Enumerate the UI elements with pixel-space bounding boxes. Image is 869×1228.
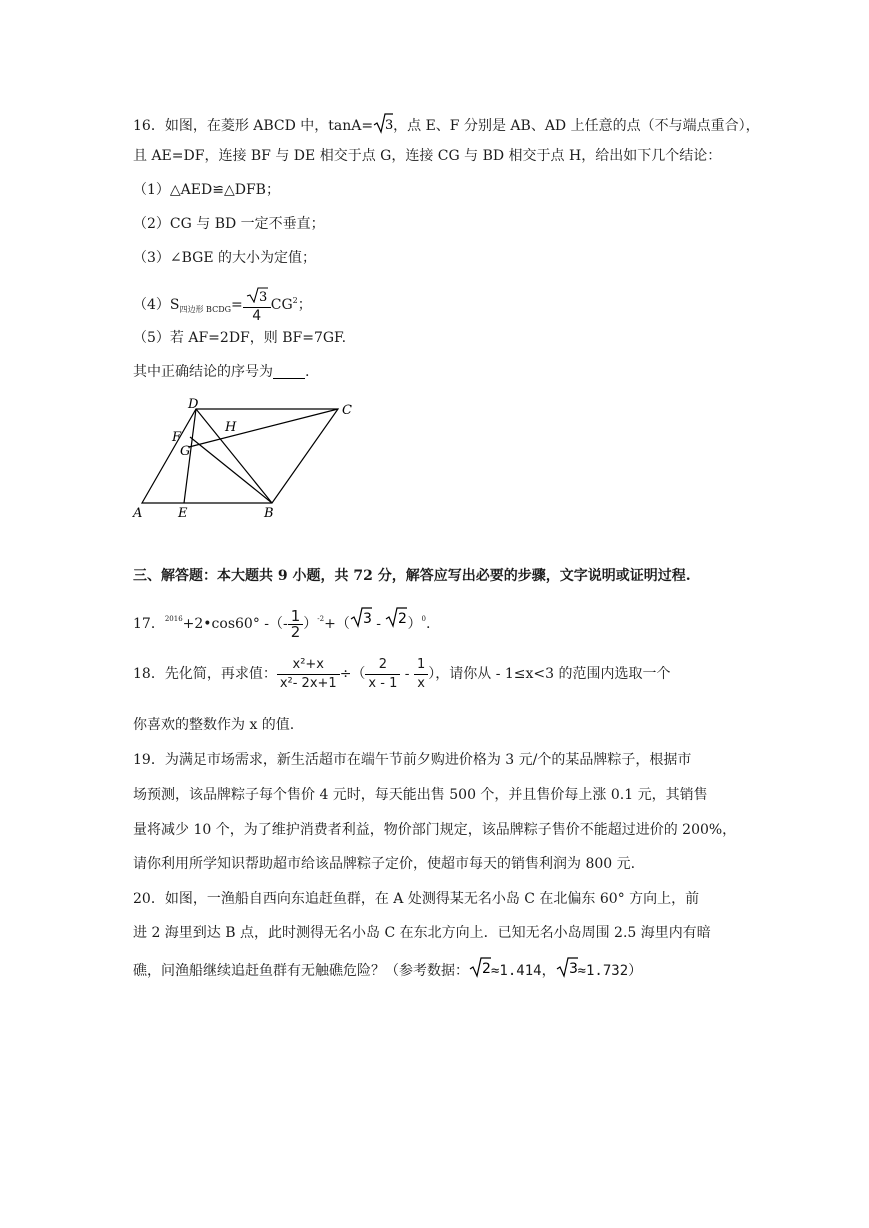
rhombus-outline (142, 409, 338, 503)
q16-line1: 16．如图，在菱形 ABCD 中，tanA= 3 ，点 E、F 分别是 AB、AD 上任意的点（不与端点重合）， (133, 112, 760, 140)
section-3-title: 三、解答题：本大题共 9 小题，共 72 分，解答应写出必要的步骤，文字说明或证明过程. (133, 568, 691, 584)
q16-conclusion-2: （2）CG 与 BD 一定不垂直； (133, 216, 325, 232)
svg-text:3: 3 (258, 289, 268, 303)
label-e: E (178, 506, 188, 521)
label-a: A (133, 506, 143, 521)
q20-line2: 进 2 海里到达 B 点，此时测得无名小岛 C 在东北方向上．已知无名小岛周围 2.5 海里内有暗 (133, 925, 711, 941)
q16-conclusion-4: $(4)S_{四边形 BCDG}=$ $\frac{3}{4}$ $CG^2$； (133, 282, 312, 329)
q16-question: 其中正确结论的序号为 . (133, 364, 310, 380)
fraction-1-over-2: $\frac{1}{2}$ (288, 609, 304, 640)
svg-text:3: 3 (362, 611, 372, 627)
sqrt-3 (350, 605, 372, 643)
q18-line2: 你喜欢的整数作为 x 的值. (133, 717, 295, 733)
radicand: 3 (385, 118, 394, 133)
rhombus-figure (130, 395, 360, 525)
fraction-x2x-over-x2-2x1: $\frac{\text{x²+x}}{\text{x²- 2x+1}}$ (277, 656, 340, 693)
q20-line1: 20．如图，一渔船自西向东追赶鱼群，在 A 处测得某无名小岛 C 在北偏东 60° 方向上，前 (133, 891, 700, 907)
svg-text:2: 2 (482, 961, 491, 977)
q17-expression: 17．$^{2016}$+2•cos60° -（- $\frac{1}{2}$ ）$^{-2}$+（ 3 - 2 ）$^0$. (133, 600, 430, 643)
q19-line2: 场预测，该品牌粽子每个售价 4 元时，每天能出售 500 个，并且售价每上涨 0.1 元，其销售 (133, 787, 708, 803)
label-g: G (180, 444, 191, 459)
svg-text:2: 2 (398, 611, 408, 627)
label-d: D (188, 397, 199, 412)
q19-line1: 19．为满足市场需求，新生活超市在端午节前夕购进价格为 3 元/个的某品牌粽子，根据市 (133, 752, 692, 768)
label-c: C (342, 403, 352, 418)
label-f: F (172, 430, 182, 445)
q20-line3: 礁，问渔船继续追赶鱼群有无触礁危险？（参考数据： 2 ≈1.414， 3 ≈1.732） (133, 956, 642, 986)
label-h: H (225, 420, 237, 435)
sqrt-2 (385, 605, 407, 643)
q19-line3: 量将减少 10 个，为了维护消费者利益，物价部门规定，该品牌粽子售价不能超过进价的 200%， (133, 822, 737, 838)
fraction-2-over-x-1: $\frac{2}{x - 1}$ (365, 656, 400, 693)
q16-line2: 且 AE=DF，连接 BF 与 DE 相交于点 G，连接 CG 与 BD 相交于点 H，给出如下几个结论： (133, 148, 722, 164)
fraction-sqrt3-over-4: $\frac{3}{4}$ (243, 287, 271, 324)
q16-conclusion-1: （1）△AED≌△DFB； (133, 182, 280, 198)
sqrt-symbol (373, 112, 393, 140)
sqrt-2 (469, 956, 491, 986)
segment-bf (190, 437, 272, 503)
label-b: B (264, 506, 274, 521)
svg-text:3: 3 (568, 961, 578, 977)
q19-line4: 请你利用所学知识帮助超市给该品牌粽子定价，使超市每天的销售利润为 800 元. (133, 856, 636, 872)
q16-conclusion-3: （3）∠BGE 的大小为定值； (133, 250, 317, 266)
answer-blank (273, 363, 305, 379)
sqrt-3 (556, 956, 578, 986)
fraction-1-over-x: $\frac{1}{x}$ (414, 656, 428, 693)
q18-line1: 18．先化简，再求值： $\frac{\text{x²+x}}{\text{x²- 2x+1}}$ ÷（ $\frac{2}{x - 1}$ - $\frac{1}{x}$ ），请你从 - 1≤x<3 的范围内选取一个 (133, 656, 671, 691)
q16-conclusion-5: （5）若 AF=2DF，则 BF=7GF. (133, 330, 347, 346)
